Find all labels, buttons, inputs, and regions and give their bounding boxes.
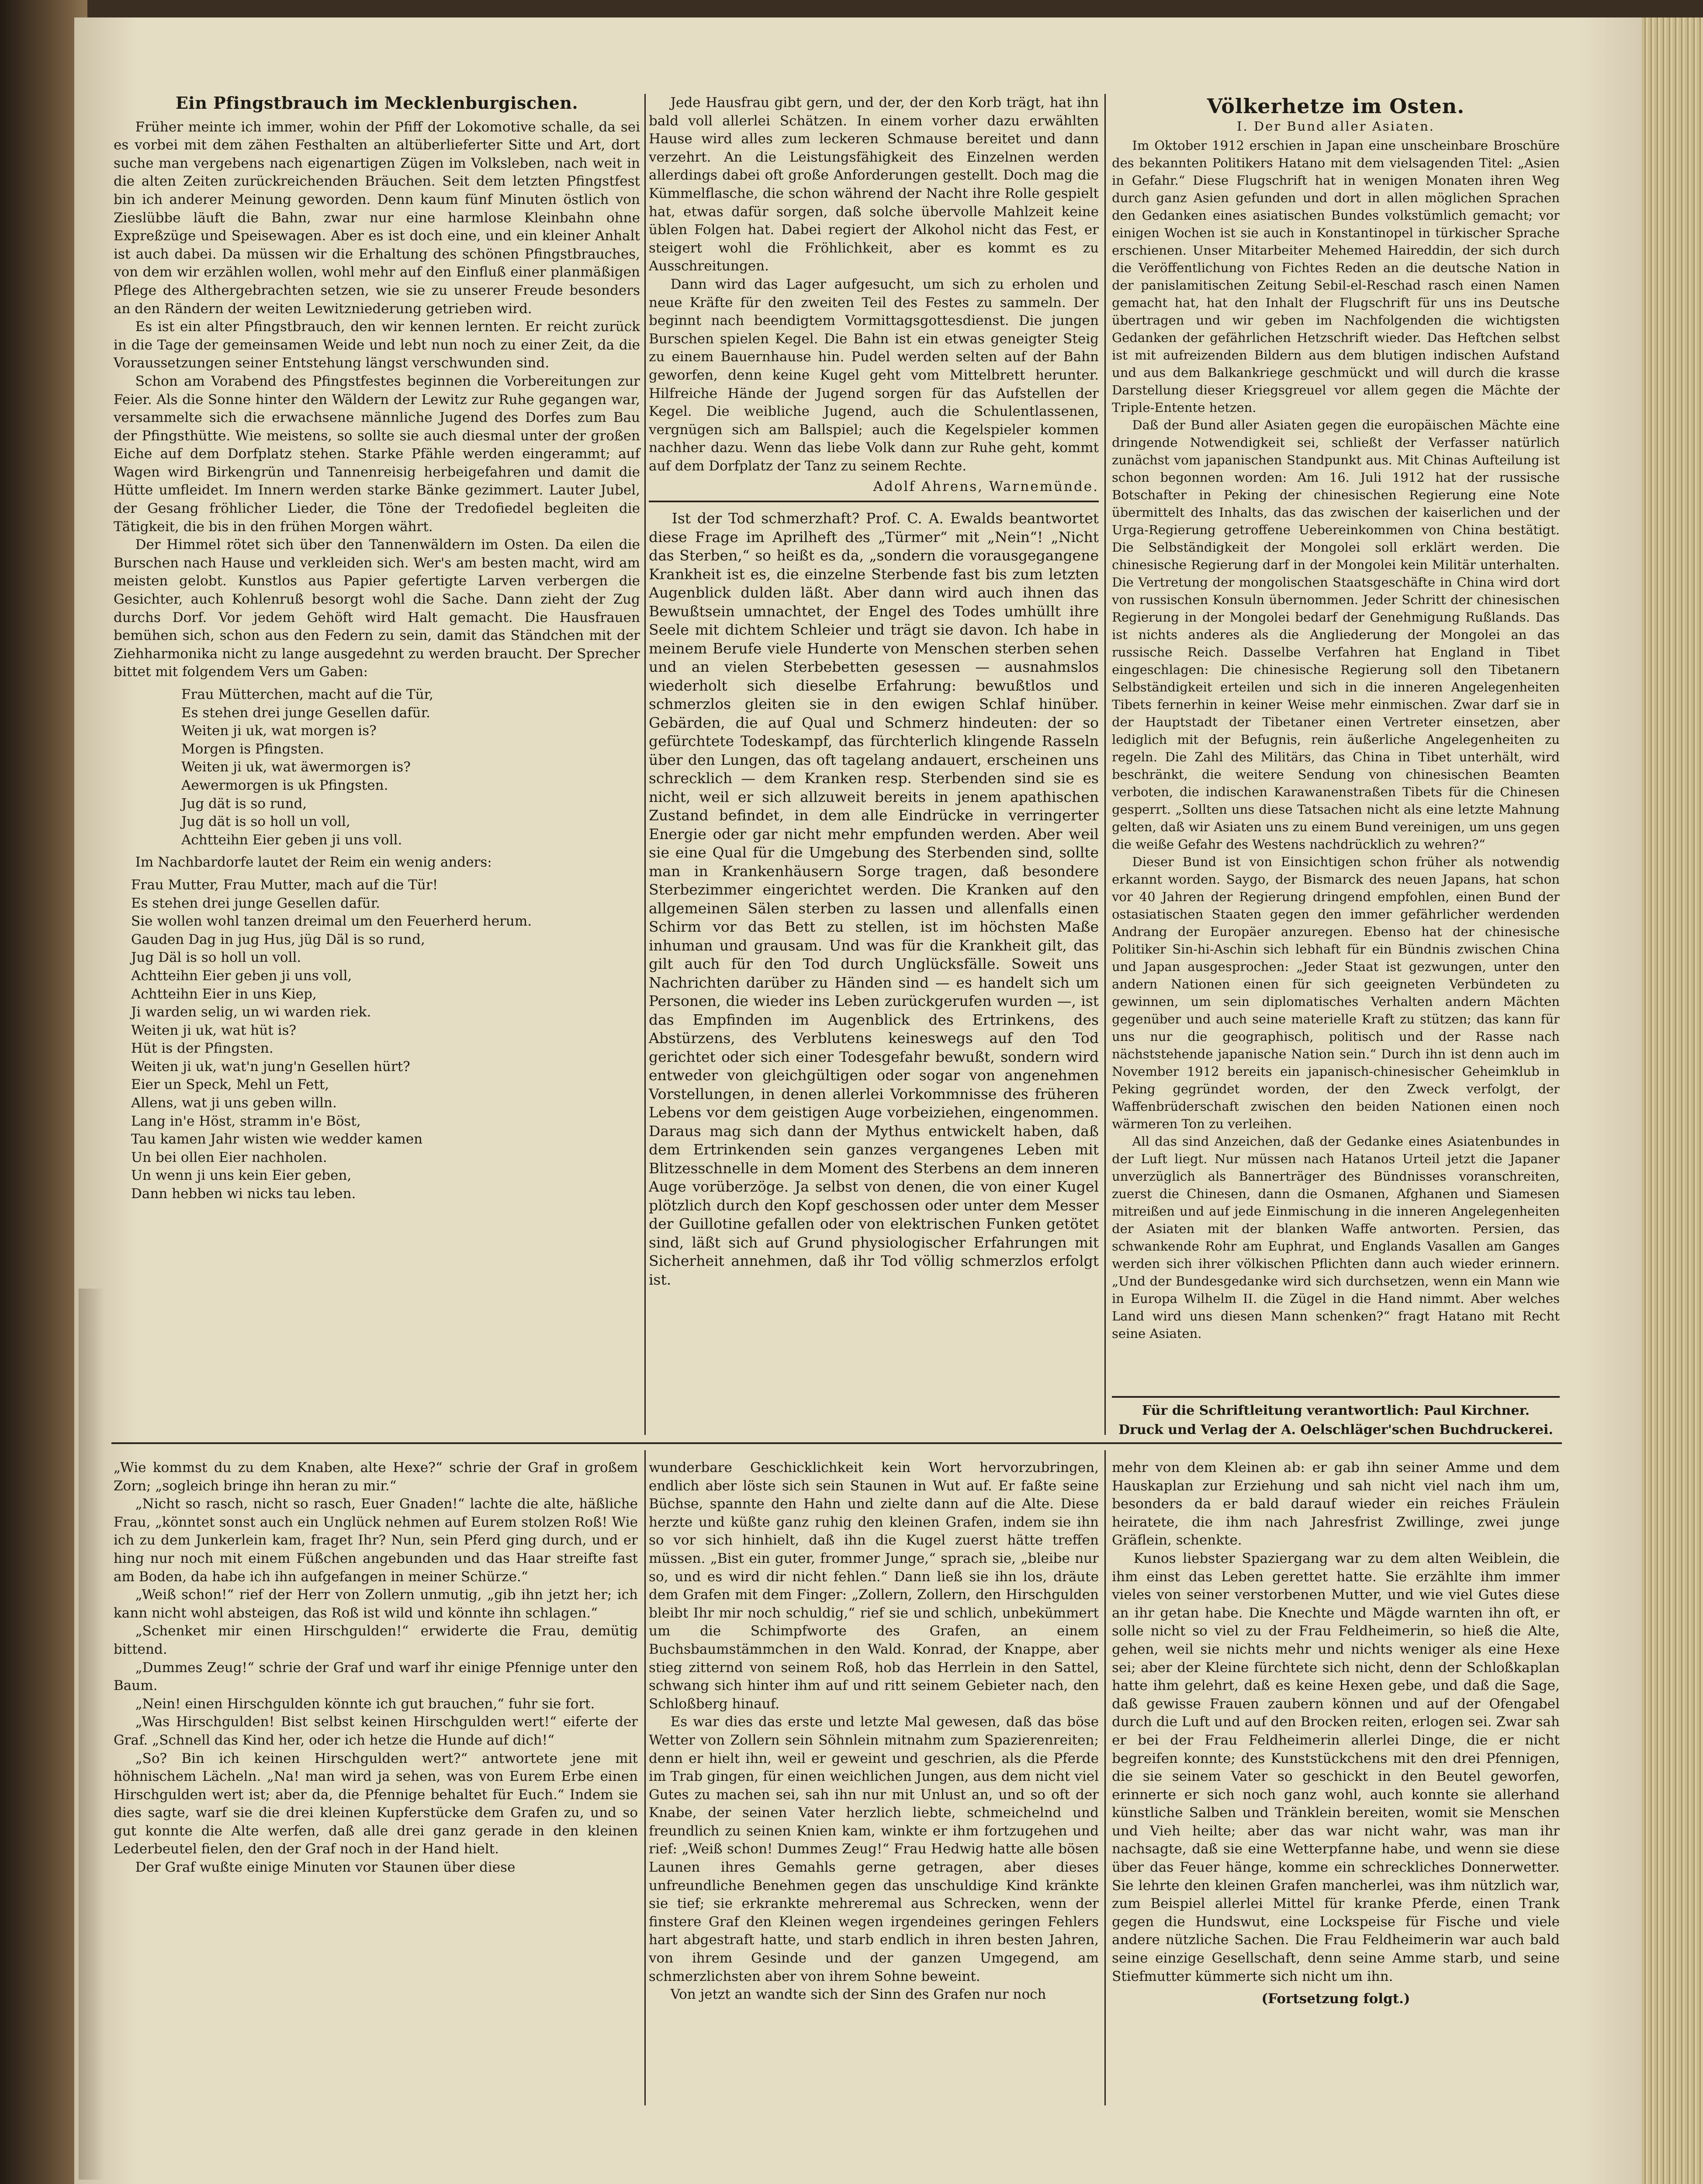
paragraph: Schon am Vorabend des Pfingstfestes beginnen die Vorbereitungen zur Feier. Als die Sonne hinter den Wäldern der Lewitz zur Ruhe gegangen war, versammelte sich die erwachsene männliche Jugend des Dorfes zum Bau der Pfingsthütte. Wie meistens, so sollte sie auch diesmal unter der großen Eiche auf dem Dorfplatz stehen. Starke Pfähle werden eingerammt; auf Wagen wird Birkengrün und Tannenreisig herbeigefahren und damit die Hütte umfleidet. Im Innern werden starke Bänke gezimmert. Lauter Jubel, der Gesang fröhlicher Lieder, die Töne der Tredofiedel begleiten die Tätigkeit, die bis in den frühen Morgen währt. (114, 373, 640, 535)
serial-column-1 (114, 1459, 638, 1877)
paragraph: Jede Hausfrau gibt gern, und der, der den Korb trägt, hat ihn bald voll allerlei Schätzen. In einem vorher dazu erwählten Hause wird alles zum leckeren Schmause bereitet und dann verzehrt. An die Leistungsfähigkeit des Einzelnen werden allerdings dabei oft große Anforderungen gestellt. Doch mag die Kümmelflasche, die schon während der Nacht ihre Rolle gespielt hat, etwas dafür sorgen, daß solche übervolle Mahlzeit keine üblen Folgen hat. Dabei regiert der Alkohol nicht das Fest, er steigert wohl die Fröhlichkeit, aber es kommt es zu Ausschreitungen. (649, 95, 1099, 274)
verse-block (131, 876, 640, 1203)
continuation-note: (Fortsetzung folgt.) (1261, 1991, 1410, 2007)
verse-line: Gauden Dag in jug Hus, jüg Däl is so rund, (131, 931, 425, 947)
section-rule (111, 1442, 1562, 1444)
verse-line: Ji warden selig, un wi warden riek. (131, 1004, 371, 1020)
column-rule (1104, 1450, 1106, 2105)
verse-line: Aewermorgen is uk Pfingsten. (181, 777, 388, 793)
paragraph: Im Nachbardorfe lautet der Reim ein wenig anders: (135, 854, 492, 871)
paragraph: „Wie kommst du zu dem Knaben, alte Hexe?“ schrie der Graf in großem Zorn; „sogleich bringe ihn heran zu mir.“ (114, 1460, 638, 1494)
verse-block (181, 686, 640, 849)
verse-line: Weiten ji uk, wat äwermorgen is? (181, 759, 411, 775)
paragraph: wunderbare Geschicklichkeit kein Wort hervorzubringen, endlich aber löste sich sein Staunen in Wut auf. Er faßte seine Büchse, spannte den Hahn und zielte dann auf die Alte. Diese herzte und küßte ganz ruhig den kleinen Grafen, indem sie ihn so vor sich hinhielt, daß ihn die Kugel zuerst hätte treffen müssen. „Bist ein guter, frommer Junge,“ sprach sie, „bleibe nur so, und es wird dir nicht fehlen.“ Dann ließ sie ihn los, dräute dem Grafen mit dem Finger: „Zollern, Zollern, den Hirschgulden bleibt Ihr mir noch schuldig,“ rief sie und schlich, unbekümmert um die Schimpfworte des Grafen, an einem Buchsbaumstämmchen in den Wald. Konrad, der Knappe, aber stieg zitternd von seinem Roß, hob das Herrlein in den Sattel, schwang sich hinter ihm auf und ritt seinem Gebieter nach, den Schloßberg hinauf. (649, 1460, 1099, 1712)
verse-line: Jug dät is so rund, (181, 795, 307, 812)
verse-line: Jug dät is so holl un voll, (181, 814, 350, 830)
column-rule (644, 94, 646, 1435)
verse-line: Weiten ji uk, wat hüt is? (131, 1022, 297, 1038)
imprint-line: Druck und Verlag der A. Oelschläger'schen Buchdruckerei. (1118, 1422, 1553, 1438)
column-voelkerhetze (1112, 94, 1560, 1342)
imprint-rule (1112, 1396, 1560, 1398)
verse-line: Es stehen drei junge Gesellen dafür. (181, 705, 430, 721)
verse-line: Eier un Speck, Mehl un Fett, (131, 1077, 329, 1093)
column-rule (1104, 94, 1106, 1435)
verse-line: Allens, wat ji uns geben willn. (131, 1095, 337, 1111)
paragraph: Es war dies das erste und letzte Mal gewesen, daß das böse Wetter von Zollern sein Söhnlein mitnahm zum Spazierenreiten; denn er hielt ihn, weil er geweint und geschrien, als die Pferde im Trab gingen, für einen weichlichen Jungen, aus dem nicht viel Gutes zu machen sei, sah ihn nur mit Unlust an, und so oft der Knabe, der seinen Vater herzlich liebte, schmeichelnd und freundlich zu seinen Knien kam, winkte er ihm fortzugehen und rief: „Weiß schon! Dummes Zeug!“ Frau Hedwig hatte alle bösen Launen ihres Gemahls gerne getragen, aber dieses unfreundliche Benehmen gegen das unschuldige Kind kränkte sie tief; sie erkrankte mehreremal aus Schrecken, wenn der finstere Graf den Kleinen wegen irgendeines geringen Fehlers hart abgestraft hatte, und starb endlich in ihren besten Jahren, von ihrem Gesinde und der ganzen Umgegend, am schmerzlichsten aber von ihrem Sohne beweint. (649, 1714, 1099, 1984)
column-pfingstbrauch (114, 94, 640, 1208)
verse-line: Dann hebben wi nicks tau leben. (131, 1186, 356, 1202)
verse-line: Morgen is Pfingsten. (181, 741, 324, 757)
paragraph: All das sind Anzeichen, daß der Gedanke eines Asiatenbundes in der Luft liegt. Nur müssen nach Hatanos Urteil jetzt die Japaner unverzüglich als Bannerträger des Bündnisses voranschreiten, zuerst die Chinesen, dann die Osmanen, Afghanen und Siamesen mitreißen und auf jede Einmischung in die inneren Angelegenheiten der Asiaten mit der blanken Waffe antworten. Persien, das schwankende Rohr am Euphrat, und Englands Vasallen am Ganges werden sich ihrer völkischen Pflichten dann auch wieder erinnern. „Und der Bundesgedanke wird sich durchsetzen, wenn ein Mann wie in Europa Wilhelm II. die Zügel in die Hand nimmt. Aber welches Land wird uns diesen Mann schenken?“ fragt Hatano mit Recht seine Asiaten. (1112, 1134, 1560, 1341)
verse-line: Jug Däl is so holl un voll. (131, 950, 301, 966)
verse-line: Achtteihn Eier geben ji uns voll. (181, 832, 402, 848)
serial-column-2 (649, 1459, 1099, 2004)
paragraph: „Was Hirschgulden! Bist selbst keinen Hirschgulden wert!“ eiferte der Graf. „Schnell das Kind her, oder ich hetze die Hunde auf dich!“ (114, 1714, 638, 1748)
verse-line: Lang in'e Höst, stramm in'e Böst, (131, 1113, 361, 1129)
paragraph: mehr von dem Kleinen ab: er gab ihn seiner Amme und dem Hauskaplan zur Erziehung und sah nicht viel nach ihm um, besonders da er bald darauf wieder ein reiches Fräulein heiratete, die ihm nach Jahresfrist Zwillinge, zwei junge Gräflein, schenkte. (1112, 1460, 1560, 1548)
imprint-line: Für die Schriftleitung verantwortlich: Paul Kirchner. (1142, 1403, 1530, 1418)
paragraph: Der Himmel rötet sich über den Tannenwäldern im Osten. Da eilen die Burschen nach Hause und verkleiden sich. Wer's am besten macht, wird am meisten gelobt. Kunstlos aus Papier gefertigte Larven verbergen die Gesichter, auch Kohlenruß besorgt wohl die Sache. Dann zieht der Zug durchs Dorf. Vor jedem Gehöft wird Halt gemacht. Die Hausfrauen bemühen sich, schon aus den Federn zu sein, damit das Ständchen mit der Ziehharmonika nicht zu lange ausgedehnt zu werden braucht. Der Sprecher bittet mit folgendem Vers um Gaben: (114, 537, 640, 680)
article-subtitle: I. Der Bund aller Asiaten. (1236, 119, 1435, 134)
serial-column-3 (1112, 1459, 1560, 2008)
paragraph: Dieser Bund ist von Einsichtigen schon früher als notwendig erkannt worden. Saygo, der Bismarck des neuen Japans, hat schon vor 40 Jahren der Regierung dringend empfohlen, einen Bund der ostasiatischen Staaten gegen den immer gefährlicher werdenden Andrang der Europäer anzuregen. Ebenso hat der chinesische Politiker Sin-hi-Aschin sich lebhaft für ein Bündnis zwischen China und Japan ausgesprochen: „Jeder Staat ist gezwungen, unter den andern Nationen einen für sich geeigneten Verbündeten zu gewinnen, um sein diplomatisches Verhalten andern Mächten gegenüber und auch seine materielle Kraft zu stützen; das kann für uns nur die geographisch, politisch und der Rasse nach nächststehende japanische Nation sein.“ Durch ihn ist denn auch im November 1912 bereits ein japanisch-chinesischer Geheimklub in Peking gegründet worden, der den Zweck verfolgt, der Waffenbrüderschaft zwischen den beiden Nationen einen noch wärmeren Ton zu verleihen. (1112, 854, 1560, 1131)
column-middle-top (649, 94, 1099, 1289)
verse-line: Sie wollen wohl tanzen dreimal um den Feuerherd herum. (131, 913, 532, 930)
verse-line: Es stehen drei junge Gesellen dafür. (131, 895, 380, 911)
verse-line: Un wenn ji uns kein Eier geben, (131, 1168, 352, 1184)
paragraph: Dann wird das Lager aufgesucht, um sich zu erholen und neue Kräfte für den zweiten Teil des Festes zu sammeln. Der beginnt nach beendigtem Vormittagsgottesdienst. Die jungen Burschen spielen Kegel. Die Bahn ist ein etwas geneigter Steig zu einem Bauernhause hin. Pudel werden selten auf der Bahn geworfen, denn keine Kugel geht vom Mittelbrett herunter. Hilfreiche Hände der Jugend sorgen für das Aufstellen der Kegel. Die weibliche Jugend, auch die Schulentlassenen, vergnügen sich am Ballspiel; auch die Kegelspieler kommen nachher dazu. Wenn das liebe Volk dann zur Ruhe geht, kommt auf dem Dorfplatz der Tanz zu seinem Rechte. (649, 276, 1099, 474)
paragraph: „So? Bin ich keinen Hirschgulden wert?“ antwortete jene mit höhnischem Lächeln. „Na! man wird ja sehen, was von Eurem Erbe einen Hirschgulden wert ist; aber da, die Pfennige behaltet für Euch.“ Indem sie dies sagte, warf sie die drei kleinen Kupferstücke dem Grafen zu, und so gut konnte die Alte werfen, daß alle drei ganz gerade in den kleinen Lederbeutel fielen, den der Graf noch in der Hand hielt. (114, 1750, 638, 1857)
article-title: Ein Pfingstbrauch im Mecklenburgischen. (175, 93, 578, 113)
verse-line: Achtteihn Eier in uns Kiep, (131, 986, 317, 1002)
paragraph: „Nicht so rasch, nicht so rasch, Euer Gnaden!“ lachte die alte, häßliche Frau, „könntet sonst auch ein Unglück nehmen auf Eurem stolzen Roß! Wie ich zu dem Junkerlein kam, fraget Ihr? Nun, sein Pferd ging durch, und er hing nur noch mit einem Füßchen angebunden und das Haar streifte fast am Boden, da habe ich ihn aufgefangen in meiner Schürze.“ (114, 1496, 638, 1585)
column-rule (644, 1450, 646, 2105)
page-edges (1642, 17, 1703, 2184)
article-separator (649, 501, 1099, 502)
verse-line: Weiten ji uk, wat morgen is? (181, 723, 377, 739)
paragraph: „Schenket mir einen Hirschgulden!“ erwiderte die Frau, demütig bittend. (114, 1623, 638, 1657)
verse-line: Hüt is der Pfingsten. (131, 1040, 273, 1057)
author-signature: Adolf Ahrens, Warnemünde. (873, 479, 1099, 495)
verse-line: Frau Mütterchen, macht auf die Tür, (181, 687, 433, 702)
paragraph: „Nein! einen Hirschgulden könnte ich gut brauchen,“ fuhr sie fort. (135, 1696, 595, 1712)
paragraph: Von jetzt an wandte sich der Sinn des Grafen nur noch (670, 1987, 1046, 2003)
article-tod: Ist der Tod schmerzhaft? Prof. C. A. Ewalds beantwortet diese Frage im Aprilheft des „Türmer“ mit „Nein“! „Nicht das Sterben,“ so heißt es da, „sondern die vorausgegangene Krankheit ist es, die einzelne Sterbende fast bis zum letzten Augenblick dulden läßt. Aber dann wird auch ihnen das Bewußtsein umnachtet, der Engel des Todes umhüllt ihre Seele mit dichtem Schleier und trägt sie davon. Ich habe in meinem Berufe viele Hunderte von Menschen sterben sehen und an vielen Sterbebetten gesessen — ausnahmslos wiederholt sich dieselbe Erfahrung: bewußtlos und schmerzlos gleiten sie in den ewigen Schlaf hinüber. Gebärden, die auf Qual und Schmerz hindeuten: der so gefürchtete Todeskampf, das fürchterlich klingende Rasseln über den Lungen, das oft tagelang andauert, erscheinen uns schrecklich — dem Kranken resp. Sterbenden sind sie es nicht, weil er sich allzuweit bereits in jenem apathischen Zustand befindet, in dem alle Eindrücke in verringerter Energie oder gar nicht mehr empfunden werden. Aber weil sie eine Qual für die Umgebung des Sterbenden sind, sollte man in Krankenhäusern Sorge tragen, daß besondere Sterbezimmer eingerichtet werden. Die Kranken auf den allgemeinen Sälen sterben zu lassen und allenfalls einen Schirm vor das Bett zu stellen, ist im höchsten Maße inhuman und grausam. Und was für die Krankheit gilt, das gilt auch für den Tod durch Unglücksfälle. Soweit uns Nachrichten darüber zu Händen sind — es handelt sich um Personen, die wieder ins Leben zurückgerufen wurden —, ist das Empfinden im Augenblick des Ertrinkens, des Abstürzens, des Verblutens keineswegs auf den Tod gerichtet oder sich einer Todesgefahr bewußt, sondern wird entweder von gleichgültigen oder sogar von angenehmen Vorstellungen, in denen allerlei Vorkommnisse des früheren Lebens vor dem geistigen Auge vorbeiziehen, eingenommen. Daraus mag sich dann der Mythus entwickelt haben, daß dem Ertrinkenden sein ganzes vergangenes Leben mit Blitzesschnelle in dem Moment des Sterbens an dem inneren Auge vorüberzöge. Ja selbst von denen, die von einer Kugel plötzlich durch den Kopf geschossen oder unter dem Messer der Guillotine gefallen oder von elektrischen Funken getötet sind, läßt sich auf Grund physiologischer Erfahrungen mit Sicherheit annehmen, daß ihr Tod völlig schmerzlos erfolgt ist. (649, 510, 1099, 1288)
paragraph: Früher meinte ich immer, wohin der Pfiff der Lokomotive schalle, da sei es vorbei mit dem zähen Festhalten an altüberlieferter Sitte und Art, dort suche man vergebens nach eigenartigen Zügen im Volksleben, nach weit in die alten Zeiten zurückreichenden Bräuchen. Seit dem letzten Pfingstfest bin ich anderer Meinung geworden. Denn kaum fünf Minuten östlich von Zieslübbe läuft die Bahn, zwar nur eine harmlose Kleinbahn ohne Expreßzüge und Speisewagen. Aber es ist doch eine, und ein kleiner Anhalt ist auch dabei. Da müssen wir die Erhaltung des schönen Pfingstbrauches, von dem wir erzählen wollen, wohl mehr auf den Einfluß einer planmäßigen Pflege des Althergebrachten setzen, wie sie zu unserer Freude besonders an den Rändern der weiten Lewitzniederung getrieben wird. (114, 119, 640, 317)
paragraph: Daß der Bund aller Asiaten gegen die europäischen Mächte eine dringende Notwendigkeit sei, schließt der Verfasser natürlich zunächst vom japanischen Standpunkt aus. Mit Chinas Aufteilung ist schon begonnen worden: Am 16. Juli 1912 hat der russische Botschafter in Peking der chinesischen Regierung eine Note übermittelt des Inhalts, das das zwischen der kaiserlichen und der Urga-Regierung getroffene Uebereinkommen von China bestätigt. Die Selbständigkeit der Mongolei soll erklärt werden. Die chinesische Regierung darf in der Mongolei kein Militär unterhalten. Die Vertretung der mongolischen Staatsgeschäfte in China wird dort von russischen Konsuln übernommen. Jeder Schritt der chinesischen Regierung in der Mongolei bedarf der Genehmigung Rußlands. Das ist nichts anderes als die Angliederung der Mongolei an das russische Reich. Dasselbe Verfahren hat England in Tibet eingeschlagen: Die chinesische Regierung soll den Tibetanern Selbständigkeit erteilen und sich in die inneren Angelegenheiten Tibets fernerhin in keiner Weise mehr einmischen. Zwar darf sie in der Hauptstadt der Tibetaner einen Vertreter einsetzen, aber lediglich mit der Befugnis, rein äußerliche Angelegenheiten zu regeln. Die Zahl des Militärs, das China in Tibet unterhält, wird beschränkt, die weitere Sendung von chinesischen Beamten verboten, die indischen Karawanenstraßen Tibets für die Chinesen gesperrt. „Sollten uns diese Tatsachen nicht als eine letzte Mahnung gelten, daß wir Asiaten uns zu einem Bund vereinigen, um uns gegen die weiße Gefahr des Westens nachdrücklich zu wehren?“ (1112, 418, 1560, 852)
verse-line: Frau Mutter, Frau Mutter, mach auf die Tür! (131, 877, 438, 893)
paragraph: „Dummes Zeug!“ schrie der Graf und warf ihr einige Pfennige unter den Baum. (114, 1659, 638, 1694)
paragraph: Kunos liebster Spaziergang war zu dem alten Weiblein, die ihm einst das Leben gerettet hatte. Sie erzählte ihm immer vieles von seiner verstorbenen Mutter, und wie viel Gutes diese an ihr getan habe. Die Knechte und Mägde warnten ihn oft, er solle nicht so viel zu der Frau Feldheimerin, so hieß die Alte, gehen, weil sie nichts mehr und nichts weniger als eine Hexe sei; aber der Kleine fürchtete sich nicht, denn der Schloßkaplan hatte ihm gelehrt, daß es keine Hexen gebe, und daß die Sage, daß gewisse Frauen zaubern können und auf der Ofengabel durch die Luft und auf den Brocken reiten, erlogen sei. Zwar sah er bei der Frau Feldheimerin allerlei Dinge, die er nicht begreifen konnte; des Kunststückchens mit den drei Pfennigen, die sie seinem Vater so geschickt in den Beutel geworfen, erinnerte er sich noch ganz wohl, auch konnte sie allerhand künstliche Salben und Tränklein bereiten, womit sie Menschen und Vieh heilte; aber das war nicht wahr, was man ihr nachsagte, daß sie eine Wetterpfanne habe, und wenn sie diese über das Feuer hänge, komme ein schreckliches Donnerwetter. Sie lehrte den kleinen Grafen mancherlei, was ihm nützlich war, zum Beispiel allerlei Mittel für kranke Pferde, einen Trank gegen die Hundswut, eine Lockspeise für Fische und viele andere nützliche Sachen. Die Frau Feldheimerin war auch bald seine einzige Gesellschaft, denn seine Amme starb, und seine Stiefmutter kümmerte sich nicht um ihn. (1112, 1550, 1560, 1984)
verse-line: Un bei ollen Eier nachholen. (131, 1149, 327, 1165)
imprint (1112, 1401, 1560, 1440)
article-title: Völkerhetze im Osten. (1207, 94, 1465, 118)
paragraph: Im Oktober 1912 erschien in Japan eine unscheinbare Broschüre des bekannten Politikers Hatano mit dem vielsagenden Titel: „Asien in Gefahr.“ Diese Flugschrift hat in wenigen Monaten ihren Weg durch ganz Asien gefunden und dort in allen möglichen Sprachen den Gedanken eines asiatischen Bundes volkstümlich gemacht; vor einigen Wochen ist sie auch in Konstantinopel in türkischer Sprache erschienen. Unser Mitarbeiter Mehemed Haireddin, der sich durch die Veröffentlichung von Fichtes Reden an die deutsche Nation in der panislamitischen Zeitung Sebil-el-Reschad rasch einen Namen gemacht hat, hat den Inhalt der Flugschrift für uns ins Deutsche übertragen und wir geben im Nachfolgenden die wichtigsten Gedanken der gefährlichen Hetzschrift wieder. Das Heftchen selbst ist mit aufreizenden Bildern aus dem blutigen indischen Aufstand und aus dem Balkankriege geschmückt und will durch die krasse Darstellung dieser Kriegsgreuel vor allem gegen die Mächte der Triple-Entente hetzen. (1112, 138, 1560, 415)
page-fold-shadow (79, 1289, 105, 2180)
paragraph: Der Graf wußte einige Minuten vor Staunen über diese (135, 1859, 516, 1876)
verse-line: Achtteihn Eier geben ji uns voll, (131, 968, 352, 984)
verse-line: Tau kamen Jahr wisten wie wedder kamen (131, 1131, 423, 1147)
verse-line: Weiten ji uk, wat'n jung'n Gesellen hürt? (131, 1058, 410, 1075)
paragraph: Es ist ein alter Pfingstbrauch, den wir kennen lernten. Er reicht zurück in die Tage der gemeinsamen Weide und lebt nun noch zu einer Zeit, da die Voraussetzungen seiner Entstehung längst verschwunden sind. (114, 319, 640, 371)
paragraph: „Weiß schon!“ rief der Herr von Zollern unmutig, „gib ihn jetzt her; ich kann nicht wohl absteigen, das Roß ist wild und könnte ihn schlagen.“ (114, 1587, 638, 1621)
